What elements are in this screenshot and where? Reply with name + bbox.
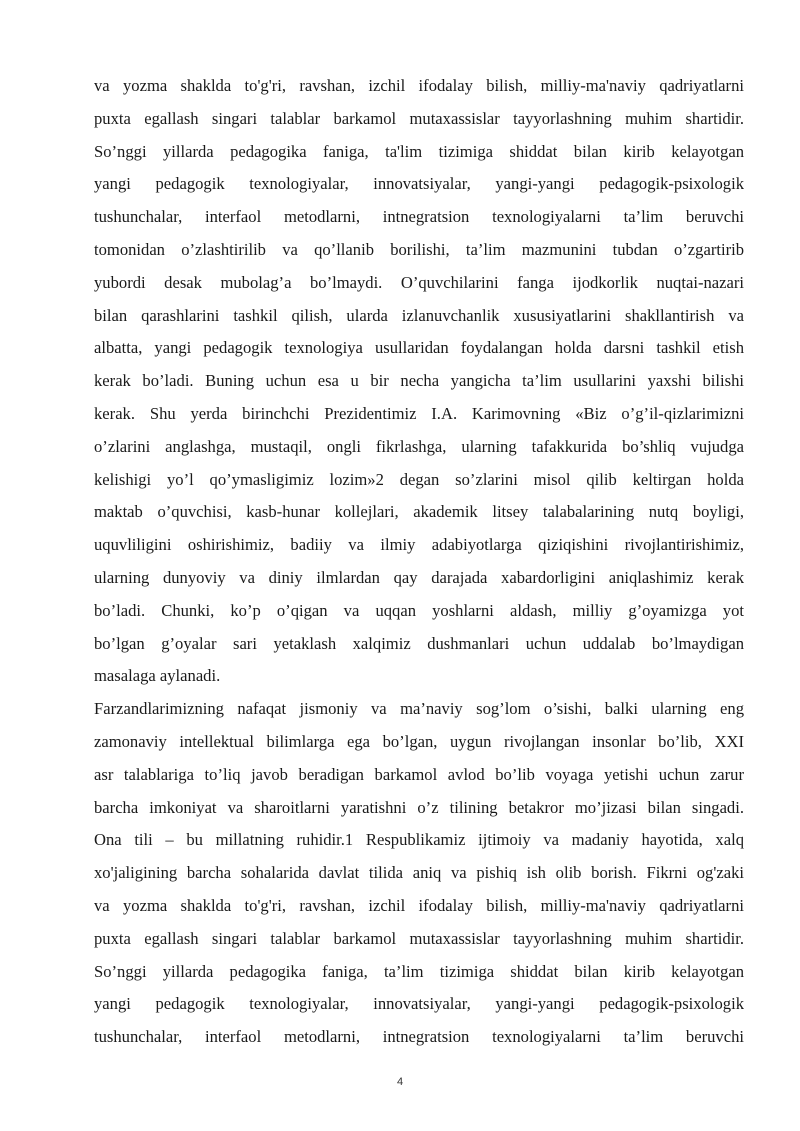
text-line: So’nggi yillarda pedagogika faniga, ta'lim tizimiga shiddat bilan kirib kelayotgan xyxy=(94,141,744,161)
text-line: bo’lgan g’oyalar sari yetaklash xalqimiz dushmanlari uchun uddalab bo’lmaydigan xyxy=(94,633,744,653)
text-line: zamonaviy intellektual bilimlarga ega bo’lgan, uygun rivojlangan insonlar bo’lib, XXI xyxy=(94,731,744,751)
text-line: bo’ladi. Chunki, ko’p o’qigan va uqqan yoshlarni aldash, milliy g’oyamizga yot xyxy=(94,600,744,620)
text-line: maktab o’quvchisi, kasb-hunar kollejlari, akademik litsey talabalarining nutq boyligi, xyxy=(94,502,744,522)
text-line: kelishigi yo’l qo’ymasligimiz lozim»2 degan so’zlarini misol qilib keltirgan holda xyxy=(94,469,744,489)
text-line: xo'jaligining barcha sohalarida davlat tilida aniq va pishiq ish olib borish. Fikrni og'zaki xyxy=(94,863,744,883)
text-line: yangi pedagogik texnologiyalar, innovatsiyalar, yangi-yangi pedagogik-psixologik xyxy=(94,174,744,194)
text-line: va yozma shaklda to'g'ri, ravshan, izchil ifodalay bilish, milliy-ma'naviy qadriyatlarni xyxy=(94,895,744,915)
text-line: masalaga aylanadi. xyxy=(94,666,221,686)
text-line: Farzandlarimizning nafaqat jismoniy va ma’naviy sog’lom o’sishi, balki ularning eng xyxy=(94,699,744,719)
text-line: tushunchalar, interfaol metodlarni, intnegratsion texnologiyalarni ta’lim beruvchi xyxy=(94,207,744,227)
body-text xyxy=(94,70,744,1054)
text-line: kerak bo’ladi. Buning uchun esa u bir necha yangicha ta’lim usullarini yaxshi bilishi xyxy=(94,371,744,391)
text-line: kerak. Shu yerda birinchchi Prezidentimiz I.A. Karimovning «Biz o’g’il-qizlarimizni xyxy=(94,403,744,423)
text-line: albatta, yangi pedagogik texnologiya usullaridan foydalangan holda darsni tashkil etish xyxy=(94,338,744,358)
text-line: yubordi desak mubolag’a bo’lmaydi. O’quvchilarini fanga ijodkorlik nuqtai-nazari xyxy=(94,272,744,292)
text-line: tomonidan o’zlashtirilib va qo’llanib borilishi, ta’lim mazmunini tubdan o’zgartirib xyxy=(94,239,744,259)
text-line: So’nggi yillarda pedagogika faniga, ta’lim tizimiga shiddat bilan kirib kelayotgan xyxy=(94,961,744,981)
text-line: va yozma shaklda to'g'ri, ravshan, izchil ifodalay bilish, milliy-ma'naviy qadriyatlarni xyxy=(94,76,744,95)
text-line: o’zlarini anglashga, mustaqil, ongli fikrlashga, ularning tafakkurida bo’shliq vujudga xyxy=(94,436,744,456)
text-line: ularning dunyoviy va diniy ilmlardan qay darajada xabardorligini aniqlashimiz kerak xyxy=(94,567,744,587)
text-line: Ona tili – bu millatning ruhidir.1 Respublikamiz ijtimoiy va madaniy hayotida, xalq xyxy=(94,830,744,850)
text-line: puxta egallash singari talablar barkamol mutaxassislar tayyorlashning muhim shartidir. xyxy=(94,928,744,948)
text-line: uquvliligini oshirishimiz, badiiy va ilmiy adabiyotlarga qiziqishini rivojlantirishimiz, xyxy=(94,535,744,555)
text-line: tushunchalar, interfaol metodlarni, intnegratsion texnologiyalarni ta’lim beruvchi xyxy=(94,1027,744,1047)
text-line: bilan qarashlarini tashkil qilish, ularda izlanuvchanlik xususiyatlarini shakllantirish va xyxy=(94,305,744,325)
text-line: puxta egallash singari talablar barkamol mutaxassislar tayyorlashning muhim shartidir. xyxy=(94,108,744,128)
text-line: asr talablariga to’liq javob beradigan barkamol avlod bo’lib voyaga yetishi uchun zarur xyxy=(94,764,744,784)
text-line: yangi pedagogik texnologiyalar, innovatsiyalar, yangi-yangi pedagogik-psixologik xyxy=(94,994,744,1014)
page-number: 4 xyxy=(396,1076,404,1088)
text-line: barcha imkoniyat va sharoitlarni yaratishni o’z tilining betakror mo’jizasi bilan singadi. xyxy=(94,797,744,817)
